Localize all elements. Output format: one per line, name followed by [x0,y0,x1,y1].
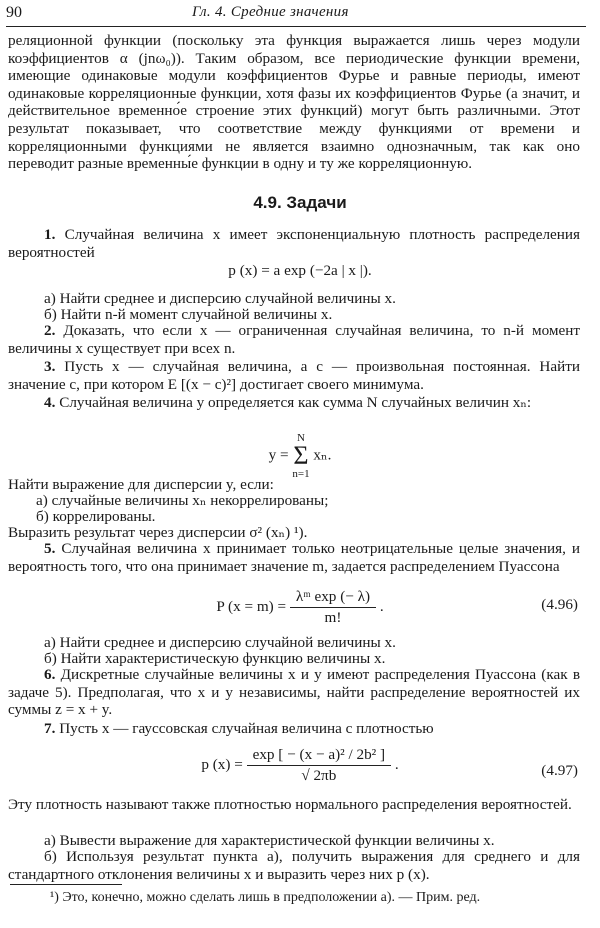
problem-7-text: Эту плотность называют также плотностью нормального распределения вероятностей. [8,796,572,813]
problem-1a: а) Найти среднее и дисперсию случайной величины x. [44,290,396,307]
problem-4a: а) случайные величины xₙ некоррелированы; [36,492,329,509]
problem-5a: а) Найти среднее и дисперсию случайной величины x. [44,634,396,651]
equation-sum: y = N Σ n=1 xₙ. [268,432,332,480]
problem-4-question: Найти выражение для дисперсии y, если: [8,476,274,493]
problem-4: 4. Случайная величина y определяется как сумма N случайных величин xₙ: [44,394,532,411]
problem-1: 1. Случайная величина x имеет экспоненциальную плотность распределения вероятностей [8,226,581,261]
page-header [6,4,586,27]
problem-1b: б) Найти n-й момент случайной величины x. [44,306,333,323]
equation-poisson: P (x = m) = $\frac{\text{λᵐ exp (− λ)}}{m!}$ . (4.96) [216,588,578,626]
problem-4c: Выразить результат через дисперсии σ² (xₙ) ¹). [8,524,308,541]
problem-7a: а) Вывести выражение для характеристической функции величины x. [44,832,495,849]
problem-5b: б) Найти характеристическую функцию величины x. [44,650,386,667]
problem-6: 6. Дискретные случайные величины x и y имеют распределения Пуассона (как в задаче 5). Предполагая, что x и y независимы, найти распределение вероятностей их суммы z = x + y. [8,666,580,719]
footnote-rule [10,884,122,885]
equation-exp-density: p (x) = a exp (−2a | x |). [228,262,372,279]
page-number: 90 [6,4,22,21]
problem-4b: б) коррелированы. [36,508,156,525]
problem-3: 3. Пусть x — случайная величина, а c — произвольная постоянная. Найти значение c, при котором E [(x − c)²] достигает своего минимума. [8,358,581,393]
problem-7: 7. Пусть x — гауссовская случайная величина с плотностью [44,720,434,737]
equation-gauss: p (x) = $\frac{\text{exp [ − (x − a)² / 2b² ]}}{√ 2\pi b}$ . (4.97) [201,746,578,784]
problem-2: 2. Доказать, что если x — ограниченная случайная величина, то n-й момент величины x существует при всех n. [8,322,581,357]
equation-number: (4.97) [541,762,578,779]
problem-7b: б) Используя результат пункта а), получить выражения для среднего и для стандартного отклонения величины x и выразить через них p (x). [8,848,580,883]
intro-paragraph: реляционной функции (поскольку эта функция выражается лишь через модули коэффициентов α (jnω₀)). Таким образом, все периодические функции времени, имеющие одинаковые модули коэффициентов Фурье и равные периоды, имеют одинаковые корреляционные функции, хотя фазы их коэффициентов Фурье (а значит, и действительное временно́е строение этих функций) могут быть различными. Этот результат показывает, что соответствие между функциями от времени и корреляционными функциями не является взаимно однозначным, так как оно переводит разные временны́е функции в одну и ту же корреляционную. [8,32,580,173]
equation-number: (4.96) [541,596,578,613]
problem-5: 5. Случайная величина x принимает только неотрицательные целые значения, и вероятность того, что она принимает значение m, задается распределением Пуассона [8,540,581,575]
running-title: Гл. 4. Средние значения [192,4,349,20]
section-title: 4.9. Задачи [253,193,347,212]
footnote: ¹) Это, конечно, можно сделать лишь в предположении а). — Прим. ред. [50,890,481,905]
